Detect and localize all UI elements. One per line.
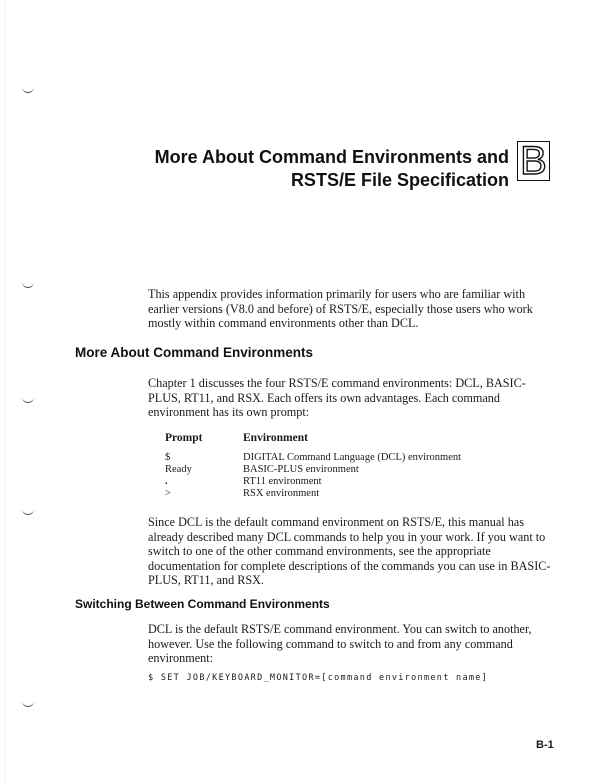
page-title-line2: RSTS/E File Specification [290,170,509,190]
prompt-column-header: Prompt [165,432,203,444]
section1-heading: More About Command Environments [75,345,314,360]
environment-cell: RSX environment [243,488,320,499]
prompt-cell: Ready [165,464,192,475]
page-title-line1: More About Command Environments and [154,147,509,167]
intro-paragraph: This appendix provides information primarily for users who are familiar with earlier versions (V8.0 and before) of RSTS/E, especially those users who work mostly within command environments other than DCL. [148,287,533,331]
prompt-cell: $ [165,452,171,463]
table-row [165,488,565,500]
command-example: $ SET JOB/KEYBOARD_MONITOR=[command environment name] [148,673,489,683]
section2-heading: Switching Between Command Environments [75,597,330,611]
environment-cell: RT11 environment [243,476,322,487]
section1-paragraph: Chapter 1 discusses the four RSTS/E command environments: DCL, BASIC-PLUS, RT11, and RSX. Each offers its own advantages. Each command environment has its own prompt: [148,376,526,420]
page-title [155,146,509,192]
appendix-letter-badge [517,141,550,181]
scan-mark [22,396,34,403]
section2-paragraph: DCL is the default RSTS/E command environment. You can switch to another, however. Use the following command to switch to and from any command environment: [148,622,532,666]
environment-cell: BASIC-PLUS environment [243,464,359,475]
page-number: B-1 [536,739,554,751]
section1-paragraph-2: Since DCL is the default command environment on RSTS/E, this manual has already described many DCL commands to help you in your work. If you want to switch to one of the other command environments, see the appropriate documentation for complete descriptions of the commands you can use in BASIC-PLUS, RT11, and RSX. [148,515,551,588]
environment-column-header: Environment [243,432,308,444]
prompt-cell: . [165,476,168,487]
scan-mark [22,700,34,707]
scan-edge-line [4,0,5,783]
prompt-cell: > [165,488,171,499]
environment-cell: DIGITAL Command Language (DCL) environment [243,452,462,463]
table-row [165,464,565,476]
scan-mark [22,281,34,288]
table-row [165,476,565,488]
scan-mark [22,86,34,93]
appendix-letter: B [520,139,547,183]
table-row [165,452,565,464]
scan-mark [22,508,34,515]
